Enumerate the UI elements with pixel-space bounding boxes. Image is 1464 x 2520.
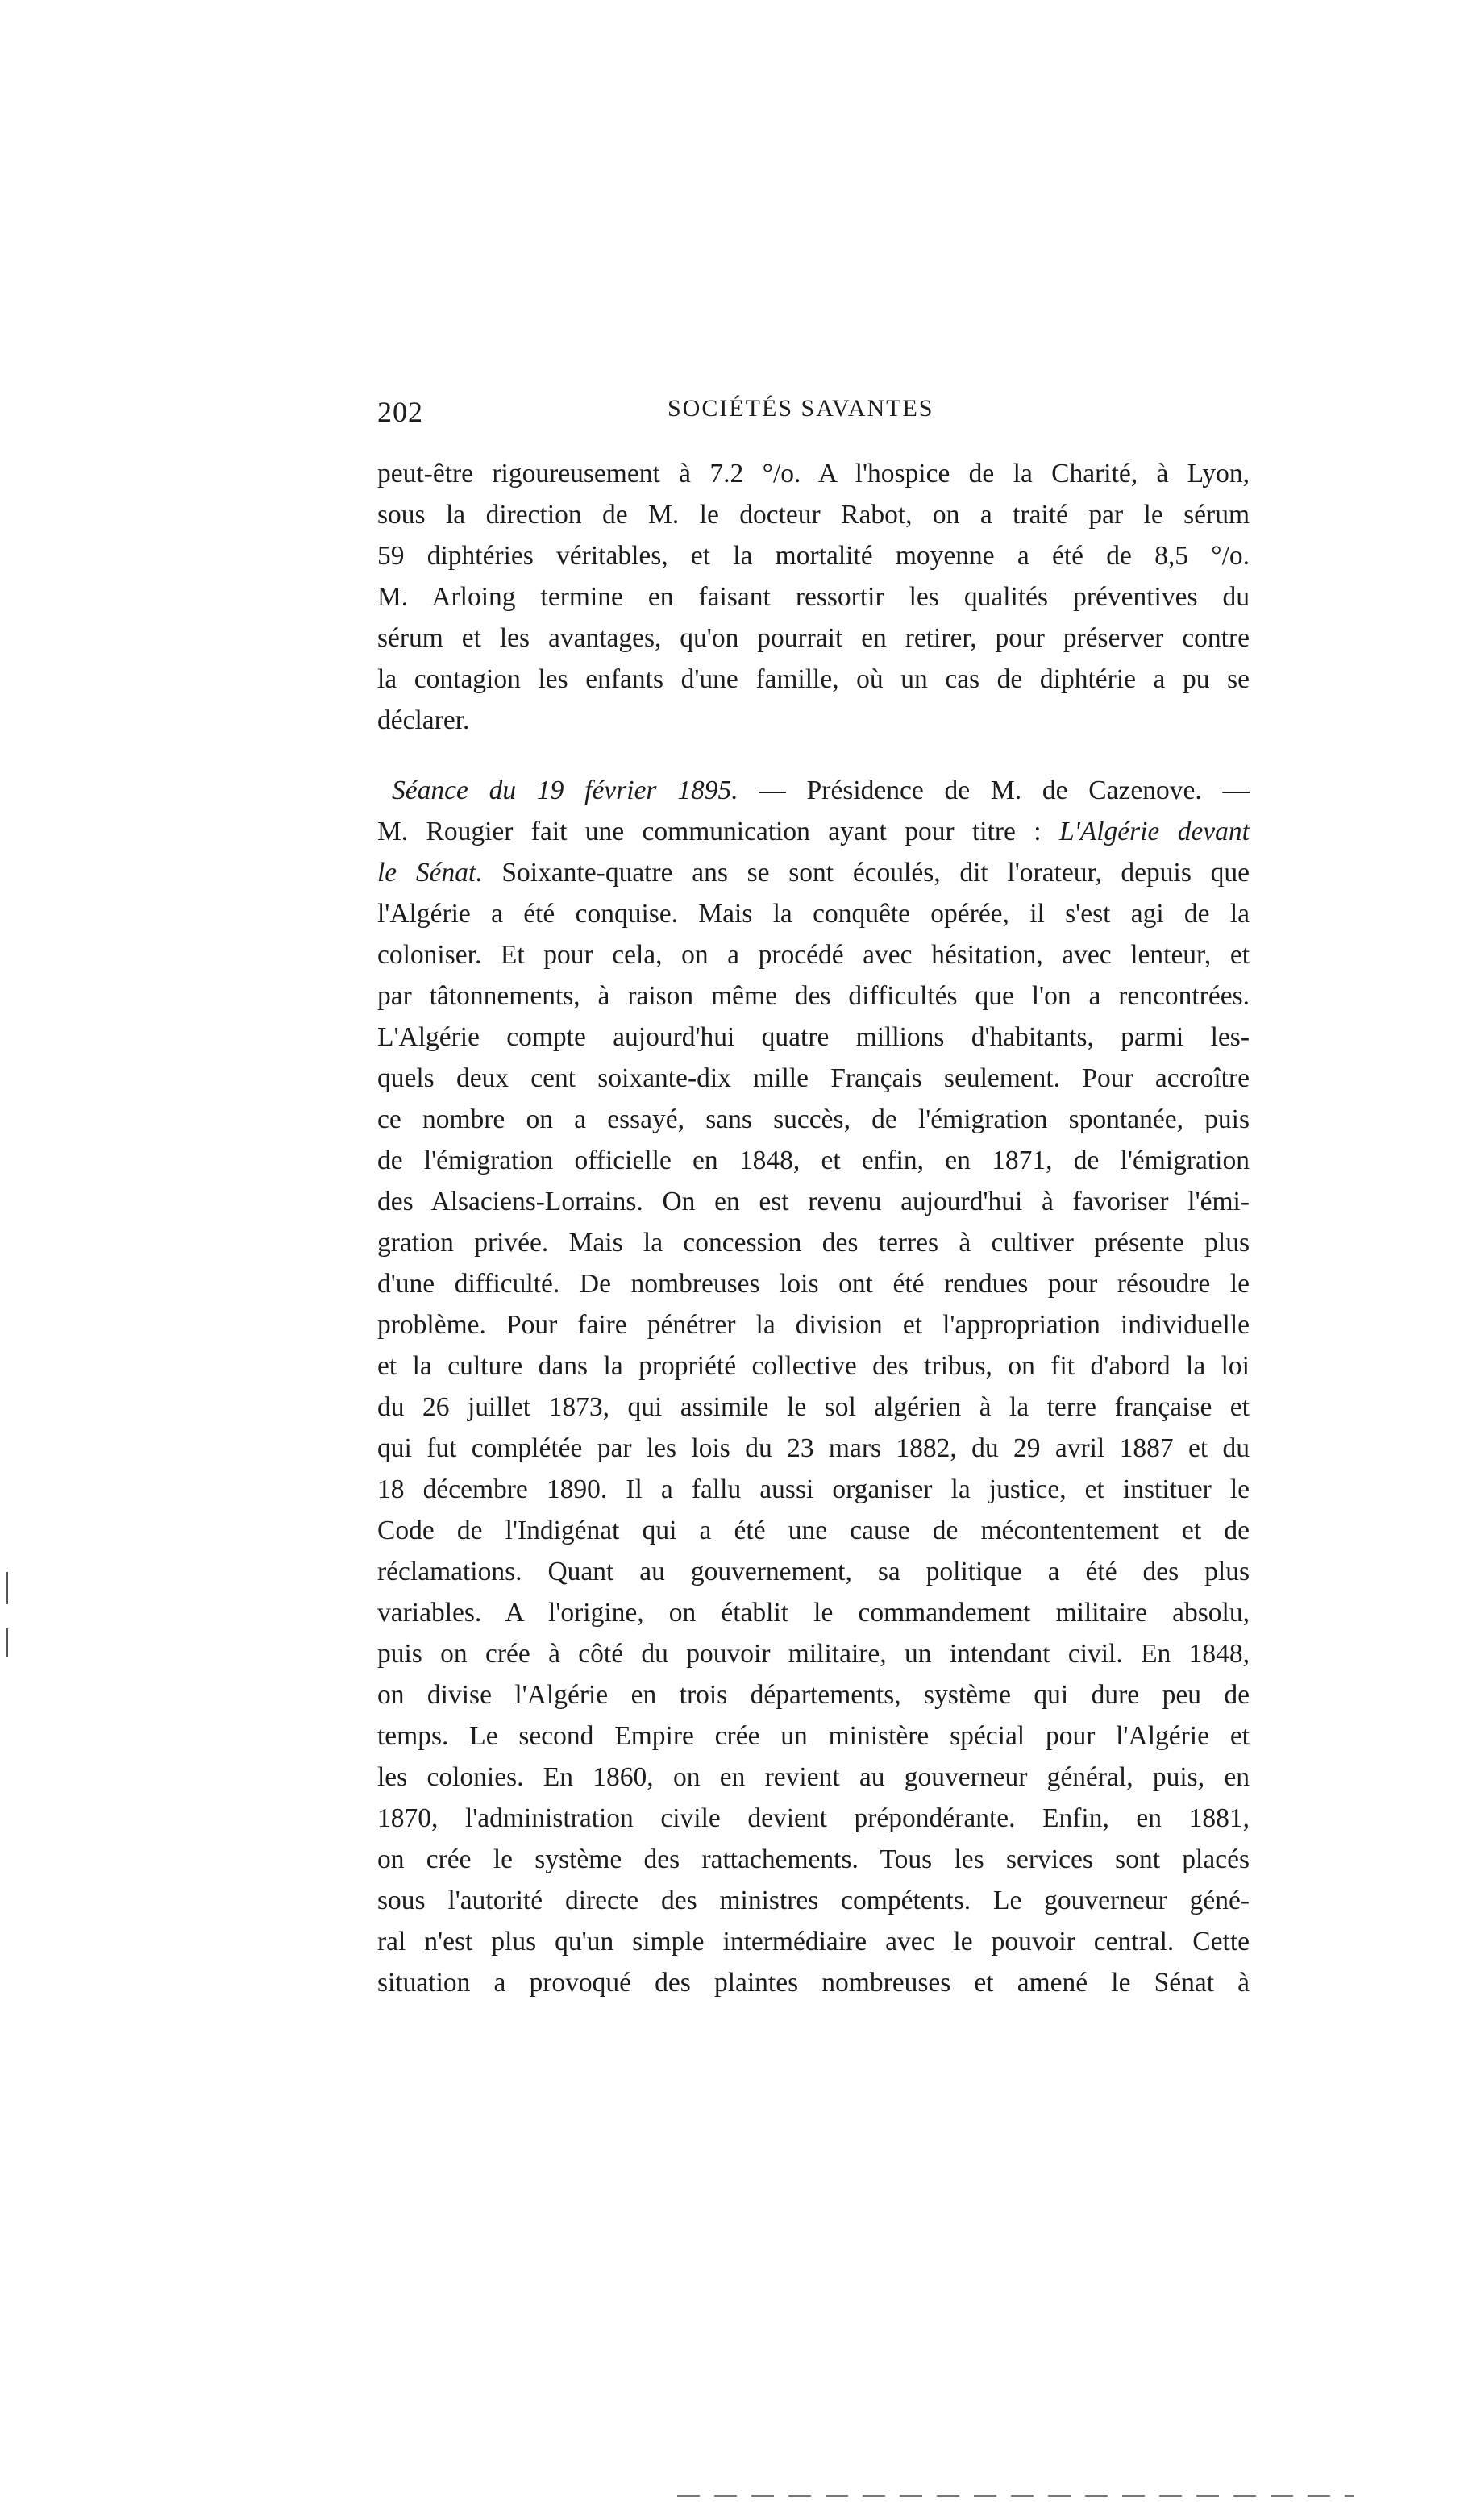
- text-line: problème. Pour faire pénétrer la division et l'appropriation individuelle: [377, 1310, 1250, 1340]
- text-line: et la culture dans la propriété collective des tribus, on fit d'abord la loi: [377, 1351, 1250, 1381]
- paragraph-1: [377, 453, 1250, 741]
- text-line: temps. Le second Empire crée un ministère spécial pour l'Algérie et: [377, 1721, 1250, 1751]
- text-line: quels deux cent soixante-dix mille Français seulement. Pour accroître: [377, 1063, 1250, 1093]
- text-line: situation a provoqué des plaintes nombreuses et amené le Sénat à: [377, 1968, 1250, 1998]
- text-line: [377, 852, 1250, 893]
- text-segment: Soixante-quatre ans se sont écoulés, dit l'orateur, depuis que: [482, 858, 1250, 888]
- text-line: on crée le système des rattachements. Tous les services sont placés: [377, 1844, 1250, 1874]
- text-line: déclarer.: [377, 705, 470, 735]
- scan-mark: [6, 1572, 8, 1604]
- text-line: d'une difficulté. De nombreuses lois ont été rendues pour résoudre le: [377, 1269, 1250, 1299]
- text-line: ral n'est plus qu'un simple intermédiaire avec le pouvoir central. Cette: [377, 1927, 1250, 1957]
- text-line: les colonies. En 1860, on en revient au gouverneur général, puis, en: [377, 1762, 1250, 1792]
- communication-intro: M. Rougier fait une communication ayant pour titre :: [377, 817, 1059, 846]
- page-header: [377, 395, 1250, 435]
- text-line: M. Arloing termine en faisant ressortir les qualités préventives du: [377, 582, 1250, 612]
- text-line: qui fut complétée par les lois du 23 mars 1882, du 29 avril 1887 et du: [377, 1433, 1250, 1463]
- text-line: la contagion les enfants d'une famille, où un cas de diphtérie a pu se: [377, 664, 1250, 694]
- session-presidency: — Présidence de M. de Cazenove. —: [738, 776, 1250, 805]
- text-line: coloniser. Et pour cela, on a procédé avec hésitation, avec lenteur, et: [377, 940, 1250, 970]
- paragraph-gap: [377, 741, 1250, 770]
- text-line: sous l'autorité directe des ministres compétents. Le gouverneur géné-: [377, 1886, 1250, 1915]
- text-line: sérum et les avantages, qu'on pourrait en retirer, pour préserver contre: [377, 623, 1250, 653]
- text-line: l'Algérie a été conquise. Mais la conquête opérée, il s'est agi de la: [377, 899, 1250, 929]
- text-line: des Alsaciens-Lorrains. On en est revenu aujourd'hui à favoriser l'émi-: [377, 1187, 1250, 1216]
- text-line: 1870, l'administration civile devient prépondérante. Enfin, en 1881,: [377, 1803, 1250, 1833]
- text-line: du 26 juillet 1873, qui assimile le sol algérien à la terre française et: [377, 1392, 1250, 1422]
- communication-title-part1: L'Algérie devant: [1058, 817, 1250, 846]
- text-line: on divise l'Algérie en trois départements, système qui dure peu de: [377, 1680, 1250, 1710]
- running-title: SOCIÉTÉS SAVANTES: [668, 395, 934, 422]
- text-line: 18 décembre 1890. Il a fallu aussi organiser la justice, et instituer le: [377, 1474, 1250, 1504]
- text-line: puis on crée à côté du pouvoir militaire, un intendant civil. En 1848,: [377, 1639, 1250, 1669]
- text-line: sous la direction de M. le docteur Rabot, on a traité par le sérum: [377, 500, 1250, 530]
- body-text: [377, 453, 1250, 2003]
- session-heading-line: [377, 770, 1250, 811]
- text-line: par tâtonnements, à raison même des difficultés que l'on a rencontrées.: [377, 981, 1250, 1011]
- paragraph-2: [377, 770, 1250, 2003]
- text-line: L'Algérie compte aujourd'hui quatre millions d'habitants, parmi les-: [377, 1022, 1250, 1052]
- text-line: ce nombre on a essayé, sans succès, de l'émigration spontanée, puis: [377, 1104, 1250, 1134]
- page-number: 202: [377, 396, 423, 428]
- scan-edge-marks: [6, 1572, 11, 1669]
- text-line: variables. A l'origine, on établit le commandement militaire absolu,: [377, 1598, 1250, 1628]
- text-line: [377, 811, 1250, 852]
- session-date: Séance du 19 février 1895.: [392, 776, 738, 805]
- text-line: Code de l'Indigénat qui a été une cause de mécontentement et de: [377, 1516, 1250, 1545]
- text-line: de l'émigration officielle en 1848, et enfin, en 1871, de l'émigration: [377, 1146, 1250, 1175]
- scan-bottom-rule: [677, 2495, 1354, 2497]
- communication-title-part2: le Sénat.: [377, 858, 483, 888]
- scan-mark: [6, 1628, 8, 1657]
- text-line: réclamations. Quant au gouvernement, sa politique a été des plus: [377, 1557, 1250, 1586]
- text-line: peut-être rigoureusement à 7.2 °/o. A l'hospice de la Charité, à Lyon,: [377, 459, 1250, 489]
- text-line: gration privée. Mais la concession des terres à cultiver présente plus: [377, 1228, 1250, 1258]
- text-line: 59 diphtéries véritables, et la mortalité moyenne a été de 8,5 °/o.: [377, 541, 1250, 571]
